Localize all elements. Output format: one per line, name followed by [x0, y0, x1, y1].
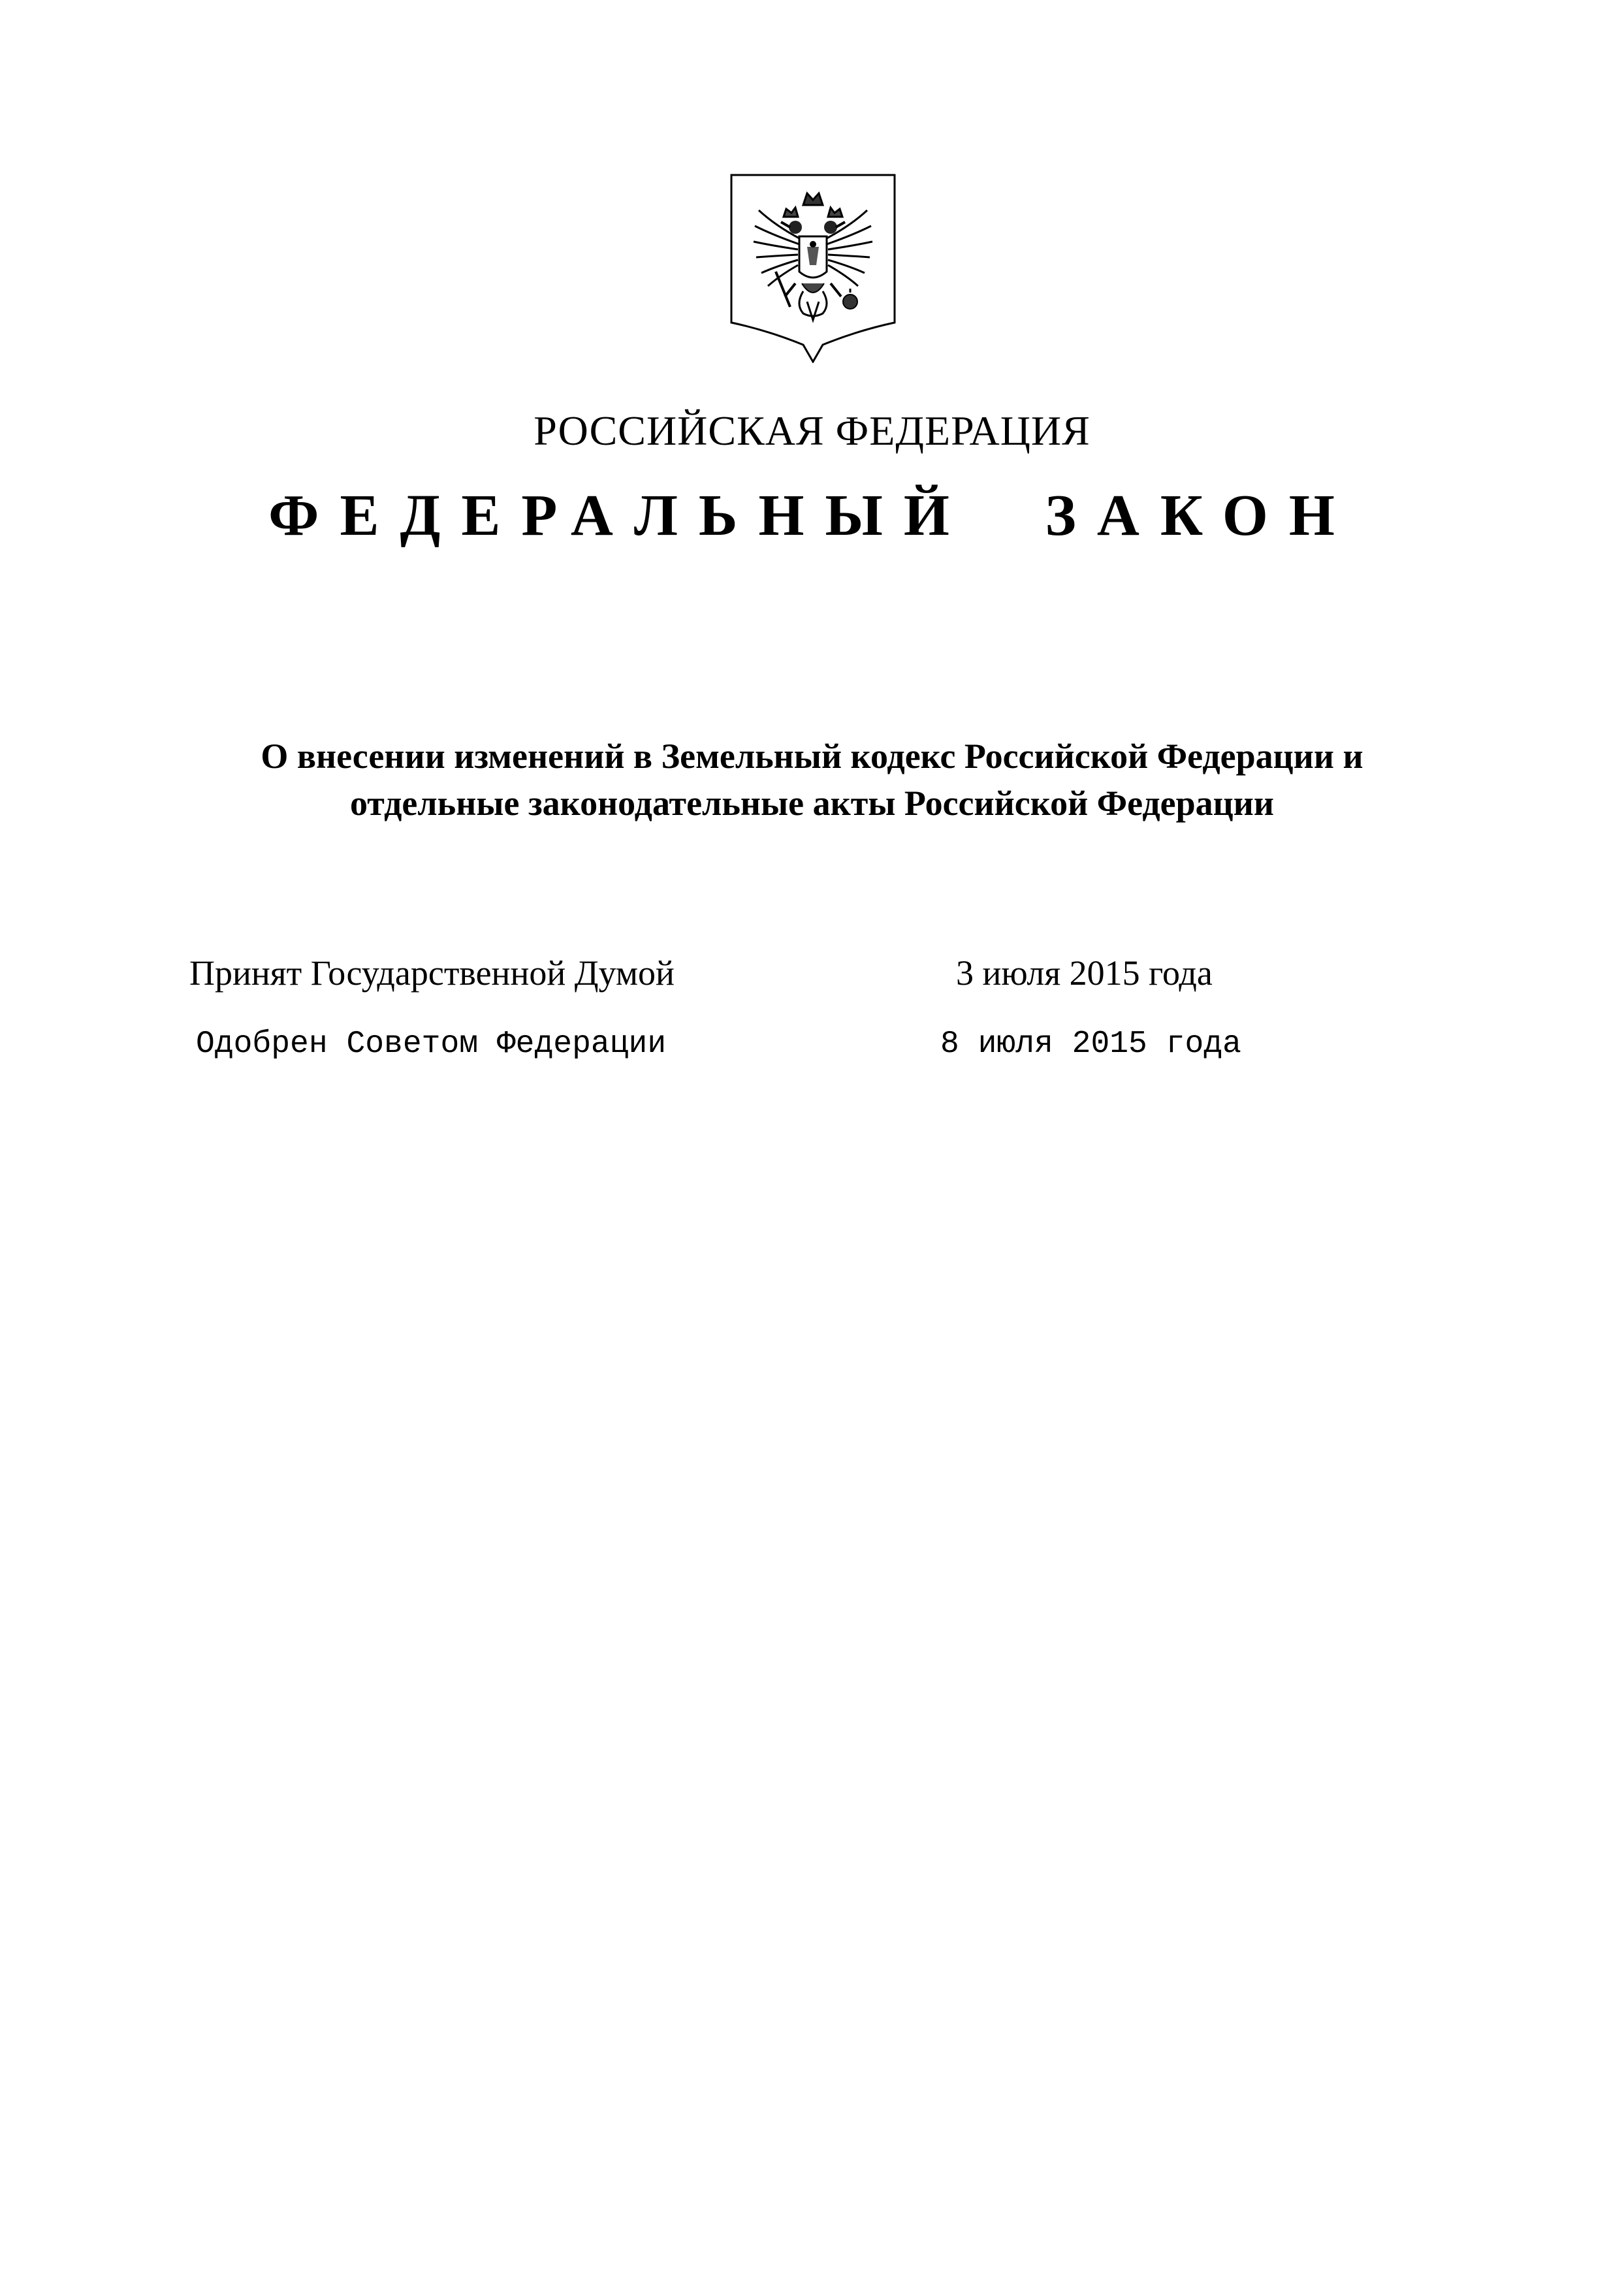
state-duma-adoption-date: 3 июля 2015 года: [956, 953, 1213, 993]
coat-of-arms-emblem-icon: [730, 174, 896, 363]
law-title-line-1: О внесении изменений в Земельный кодекс Российской Федерации и: [261, 737, 1363, 776]
state-duma-adoption-label: Принят Государственной Думой: [189, 953, 675, 993]
country-name: РОССИЙСКАЯ ФЕДЕРАЦИЯ: [533, 407, 1091, 454]
federation-council-approval-date: 8 июля 2015 года: [940, 1027, 1241, 1062]
document-type-heading: ФЕДЕРАЛЬНЫЙ ЗАКОН: [268, 483, 1356, 548]
federation-council-approval-label: Одобрен Советом Федерации: [196, 1027, 667, 1062]
law-title: [131, 733, 1493, 827]
law-title-line-2: отдельные законодательные акты Российской Федерации: [349, 784, 1275, 823]
